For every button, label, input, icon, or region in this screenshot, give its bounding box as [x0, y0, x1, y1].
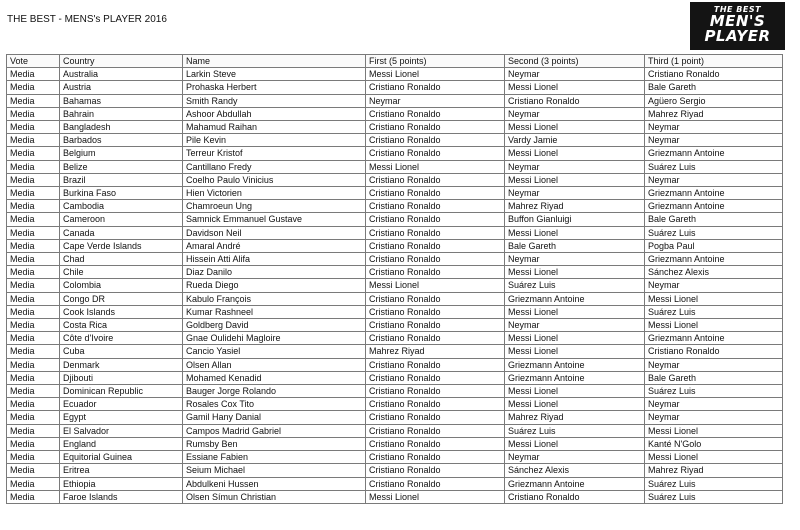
- table-header-row: [7, 55, 783, 68]
- cell-first: Cristiano Ronaldo: [366, 226, 505, 239]
- cell-first: Cristiano Ronaldo: [366, 332, 505, 345]
- cell-country: Belize: [60, 160, 183, 173]
- cell-vote: Media: [7, 239, 60, 252]
- cell-country: Cameroon: [60, 213, 183, 226]
- cell-country: Ecuador: [60, 398, 183, 411]
- cell-third: Neymar: [645, 358, 783, 371]
- cell-third: Mahrez Riyad: [645, 107, 783, 120]
- cell-vote: Media: [7, 121, 60, 134]
- table-body: [7, 68, 783, 504]
- cell-first: Cristiano Ronaldo: [366, 239, 505, 252]
- cell-vote: Media: [7, 187, 60, 200]
- cell-name: Gamil Hany Danial: [183, 411, 366, 424]
- table-row: [7, 134, 783, 147]
- cell-country: Congo DR: [60, 292, 183, 305]
- cell-third: Griezmann Antoine: [645, 187, 783, 200]
- cell-vote: Media: [7, 319, 60, 332]
- table-row: [7, 292, 783, 305]
- cell-third: Griezmann Antoine: [645, 200, 783, 213]
- cell-second: Buffon Gianluigi: [505, 213, 645, 226]
- cell-second: Messi Lionel: [505, 345, 645, 358]
- cell-first: Messi Lionel: [366, 68, 505, 81]
- cell-third: Suárez Luis: [645, 226, 783, 239]
- table-row: [7, 411, 783, 424]
- cell-vote: Media: [7, 266, 60, 279]
- table-row: [7, 107, 783, 120]
- header-country: Country: [60, 55, 183, 68]
- cell-first: Cristiano Ronaldo: [366, 411, 505, 424]
- cell-first: Cristiano Ronaldo: [366, 107, 505, 120]
- cell-third: Griezmann Antoine: [645, 253, 783, 266]
- cell-vote: Media: [7, 226, 60, 239]
- cell-second: Messi Lionel: [505, 121, 645, 134]
- cell-name: Cantillano Fredy: [183, 160, 366, 173]
- cell-first: Cristiano Ronaldo: [366, 200, 505, 213]
- cell-third: Agüero Sergio: [645, 94, 783, 107]
- cell-name: Rosales Cox Tito: [183, 398, 366, 411]
- cell-vote: Media: [7, 173, 60, 186]
- table-row: [7, 279, 783, 292]
- cell-vote: Media: [7, 292, 60, 305]
- cell-country: Ethiopia: [60, 477, 183, 490]
- logo-line-2: MEN'S: [709, 12, 766, 30]
- cell-vote: Media: [7, 437, 60, 450]
- table-row: [7, 253, 783, 266]
- cell-first: Cristiano Ronaldo: [366, 385, 505, 398]
- cell-third: Bale Gareth: [645, 81, 783, 94]
- cell-country: Eritrea: [60, 464, 183, 477]
- cell-country: Cuba: [60, 345, 183, 358]
- cell-vote: Media: [7, 107, 60, 120]
- cell-third: Griezmann Antoine: [645, 332, 783, 345]
- table-row: [7, 160, 783, 173]
- table-row: [7, 358, 783, 371]
- cell-first: Cristiano Ronaldo: [366, 134, 505, 147]
- cell-name: Hissein Atti Alifa: [183, 253, 366, 266]
- cell-first: Cristiano Ronaldo: [366, 266, 505, 279]
- table-row: [7, 239, 783, 252]
- cell-third: Neymar: [645, 279, 783, 292]
- cell-second: Bale Gareth: [505, 239, 645, 252]
- cell-third: Suárez Luis: [645, 305, 783, 318]
- table-row: [7, 490, 783, 503]
- cell-vote: Media: [7, 464, 60, 477]
- cell-country: Belgium: [60, 147, 183, 160]
- cell-second: Messi Lionel: [505, 266, 645, 279]
- cell-second: Messi Lionel: [505, 385, 645, 398]
- cell-vote: Media: [7, 477, 60, 490]
- cell-second: Suárez Luis: [505, 424, 645, 437]
- cell-second: Cristiano Ronaldo: [505, 94, 645, 107]
- cell-name: Amaral André: [183, 239, 366, 252]
- table-row: [7, 121, 783, 134]
- cell-third: Messi Lionel: [645, 292, 783, 305]
- cell-second: Neymar: [505, 187, 645, 200]
- cell-first: Neymar: [366, 94, 505, 107]
- cell-country: Austria: [60, 81, 183, 94]
- cell-vote: Media: [7, 213, 60, 226]
- cell-second: Griezmann Antoine: [505, 292, 645, 305]
- cell-country: Burkina Faso: [60, 187, 183, 200]
- cell-first: Cristiano Ronaldo: [366, 437, 505, 450]
- cell-vote: Media: [7, 134, 60, 147]
- cell-country: Egypt: [60, 411, 183, 424]
- cell-second: Messi Lionel: [505, 226, 645, 239]
- cell-name: Bauger Jorge Rolando: [183, 385, 366, 398]
- cell-name: Kabulo François: [183, 292, 366, 305]
- cell-country: Faroe Islands: [60, 490, 183, 503]
- cell-first: Cristiano Ronaldo: [366, 319, 505, 332]
- cell-third: Messi Lionel: [645, 424, 783, 437]
- table-row: [7, 385, 783, 398]
- cell-country: Costa Rica: [60, 319, 183, 332]
- cell-second: Messi Lionel: [505, 81, 645, 94]
- logo-line-1: THE BEST: [713, 5, 762, 14]
- cell-name: Chamroeun Ung: [183, 200, 366, 213]
- cell-country: Chad: [60, 253, 183, 266]
- cell-country: Djibouti: [60, 371, 183, 384]
- cell-vote: Media: [7, 385, 60, 398]
- cell-second: Neymar: [505, 451, 645, 464]
- cell-first: Messi Lionel: [366, 160, 505, 173]
- cell-name: Cancio Yasiel: [183, 345, 366, 358]
- cell-name: Gnae Oulidehi Magloire: [183, 332, 366, 345]
- table-row: [7, 226, 783, 239]
- cell-first: Mahrez Riyad: [366, 345, 505, 358]
- cell-third: Suárez Luis: [645, 490, 783, 503]
- cell-name: Samnick Emmanuel Gustave: [183, 213, 366, 226]
- table-row: [7, 94, 783, 107]
- cell-vote: Media: [7, 279, 60, 292]
- table-row: [7, 81, 783, 94]
- cell-second: Neymar: [505, 319, 645, 332]
- table-row: [7, 424, 783, 437]
- cell-vote: Media: [7, 371, 60, 384]
- cell-third: Neymar: [645, 398, 783, 411]
- cell-name: Rueda Diego: [183, 279, 366, 292]
- cell-country: El Salvador: [60, 424, 183, 437]
- table-row: [7, 451, 783, 464]
- cell-second: Messi Lionel: [505, 173, 645, 186]
- cell-vote: Media: [7, 305, 60, 318]
- cell-third: Suárez Luis: [645, 385, 783, 398]
- cell-second: Sánchez Alexis: [505, 464, 645, 477]
- logo-line-3: PLAYER: [704, 27, 771, 45]
- cell-country: Brazil: [60, 173, 183, 186]
- table-row: [7, 266, 783, 279]
- cell-third: Pogba Paul: [645, 239, 783, 252]
- cell-name: Davidson Neil: [183, 226, 366, 239]
- page-title: THE BEST - MENS's PLAYER 2016: [7, 14, 167, 25]
- cell-country: Barbados: [60, 134, 183, 147]
- cell-second: Vardy Jamie: [505, 134, 645, 147]
- votes-table: [6, 54, 783, 504]
- cell-third: Mahrez Riyad: [645, 464, 783, 477]
- cell-country: Denmark: [60, 358, 183, 371]
- cell-first: Cristiano Ronaldo: [366, 358, 505, 371]
- cell-vote: Media: [7, 451, 60, 464]
- cell-name: Seium Michael: [183, 464, 366, 477]
- cell-first: Cristiano Ronaldo: [366, 292, 505, 305]
- cell-third: Messi Lionel: [645, 319, 783, 332]
- cell-first: Cristiano Ronaldo: [366, 477, 505, 490]
- cell-first: Cristiano Ronaldo: [366, 121, 505, 134]
- cell-vote: Media: [7, 200, 60, 213]
- table-row: [7, 319, 783, 332]
- cell-first: Cristiano Ronaldo: [366, 424, 505, 437]
- cell-second: Suárez Luis: [505, 279, 645, 292]
- cell-vote: Media: [7, 345, 60, 358]
- table-row: [7, 200, 783, 213]
- cell-vote: Media: [7, 68, 60, 81]
- cell-name: Mahamud Raihan: [183, 121, 366, 134]
- header-name: Name: [183, 55, 366, 68]
- table-row: [7, 371, 783, 384]
- cell-first: Cristiano Ronaldo: [366, 464, 505, 477]
- cell-country: England: [60, 437, 183, 450]
- cell-first: Cristiano Ronaldo: [366, 81, 505, 94]
- the-best-logo: [690, 2, 785, 50]
- cell-vote: Media: [7, 424, 60, 437]
- cell-second: Mahrez Riyad: [505, 411, 645, 424]
- cell-second: Messi Lionel: [505, 147, 645, 160]
- cell-name: Essiane Fabien: [183, 451, 366, 464]
- cell-third: Neymar: [645, 173, 783, 186]
- cell-country: Côte d'Ivoire: [60, 332, 183, 345]
- cell-name: Terreur Kristof: [183, 147, 366, 160]
- cell-third: Sánchez Alexis: [645, 266, 783, 279]
- cell-first: Cristiano Ronaldo: [366, 253, 505, 266]
- cell-second: Mahrez Riyad: [505, 200, 645, 213]
- cell-name: Goldberg David: [183, 319, 366, 332]
- table-row: [7, 305, 783, 318]
- cell-second: Neymar: [505, 68, 645, 81]
- cell-first: Messi Lionel: [366, 279, 505, 292]
- cell-second: Griezmann Antoine: [505, 371, 645, 384]
- cell-first: Cristiano Ronaldo: [366, 187, 505, 200]
- cell-first: Cristiano Ronaldo: [366, 305, 505, 318]
- cell-first: Cristiano Ronaldo: [366, 451, 505, 464]
- table-row: [7, 213, 783, 226]
- cell-country: Dominican Republic: [60, 385, 183, 398]
- cell-third: Griezmann Antoine: [645, 147, 783, 160]
- cell-third: Suárez Luis: [645, 160, 783, 173]
- table-row: [7, 345, 783, 358]
- table-row: [7, 437, 783, 450]
- cell-vote: Media: [7, 253, 60, 266]
- cell-name: Mohamed Kenadid: [183, 371, 366, 384]
- cell-name: Prohaska Herbert: [183, 81, 366, 94]
- cell-country: Cape Verde Islands: [60, 239, 183, 252]
- cell-third: Neymar: [645, 411, 783, 424]
- cell-country: Bahamas: [60, 94, 183, 107]
- cell-first: Cristiano Ronaldo: [366, 173, 505, 186]
- cell-country: Bangladesh: [60, 121, 183, 134]
- table-row: [7, 398, 783, 411]
- table-row: [7, 68, 783, 81]
- cell-first: Cristiano Ronaldo: [366, 213, 505, 226]
- cell-vote: Media: [7, 94, 60, 107]
- cell-second: Neymar: [505, 160, 645, 173]
- header-second: Second (3 points): [505, 55, 645, 68]
- cell-second: Messi Lionel: [505, 332, 645, 345]
- cell-name: Olsen Allan: [183, 358, 366, 371]
- cell-vote: Media: [7, 398, 60, 411]
- cell-country: Equitorial Guinea: [60, 451, 183, 464]
- cell-third: Bale Gareth: [645, 213, 783, 226]
- cell-first: Messi Lionel: [366, 490, 505, 503]
- cell-country: Colombia: [60, 279, 183, 292]
- cell-vote: Media: [7, 490, 60, 503]
- cell-name: Larkin Steve: [183, 68, 366, 81]
- cell-name: Olsen Símun Christian: [183, 490, 366, 503]
- cell-name: Campos Madrid Gabriel: [183, 424, 366, 437]
- cell-name: Diaz Danilo: [183, 266, 366, 279]
- cell-country: Bahrain: [60, 107, 183, 120]
- cell-third: Bale Gareth: [645, 371, 783, 384]
- table-row: [7, 147, 783, 160]
- cell-name: Rumsby Ben: [183, 437, 366, 450]
- table-row: [7, 477, 783, 490]
- cell-name: Abdulkeni Hussen: [183, 477, 366, 490]
- cell-third: Neymar: [645, 121, 783, 134]
- cell-name: Coelho Paulo Vinicius: [183, 173, 366, 186]
- cell-name: Ashoor Abdullah: [183, 107, 366, 120]
- table-row: [7, 464, 783, 477]
- cell-country: Cambodia: [60, 200, 183, 213]
- cell-second: Neymar: [505, 107, 645, 120]
- table-row: [7, 173, 783, 186]
- cell-vote: Media: [7, 358, 60, 371]
- cell-name: Smith Randy: [183, 94, 366, 107]
- header-third: Third (1 point): [645, 55, 783, 68]
- cell-second: Griezmann Antoine: [505, 358, 645, 371]
- cell-vote: Media: [7, 160, 60, 173]
- cell-third: Suárez Luis: [645, 477, 783, 490]
- cell-vote: Media: [7, 411, 60, 424]
- cell-third: Cristiano Ronaldo: [645, 68, 783, 81]
- cell-name: Kumar Rashneel: [183, 305, 366, 318]
- cell-third: Messi Lionel: [645, 451, 783, 464]
- cell-second: Neymar: [505, 253, 645, 266]
- cell-name: Hien Victorien: [183, 187, 366, 200]
- cell-first: Cristiano Ronaldo: [366, 147, 505, 160]
- cell-third: Cristiano Ronaldo: [645, 345, 783, 358]
- cell-country: Australia: [60, 68, 183, 81]
- cell-country: Canada: [60, 226, 183, 239]
- cell-vote: Media: [7, 81, 60, 94]
- cell-first: Cristiano Ronaldo: [366, 371, 505, 384]
- cell-second: Messi Lionel: [505, 398, 645, 411]
- header-first: First (5 points): [366, 55, 505, 68]
- cell-vote: Media: [7, 332, 60, 345]
- table-row: [7, 332, 783, 345]
- cell-second: Messi Lionel: [505, 305, 645, 318]
- cell-country: Chile: [60, 266, 183, 279]
- cell-name: Pile Kevin: [183, 134, 366, 147]
- cell-second: Griezmann Antoine: [505, 477, 645, 490]
- cell-third: Neymar: [645, 134, 783, 147]
- cell-second: Messi Lionel: [505, 437, 645, 450]
- table-row: [7, 187, 783, 200]
- header-vote: Vote: [7, 55, 60, 68]
- cell-vote: Media: [7, 147, 60, 160]
- cell-third: Kanté N'Golo: [645, 437, 783, 450]
- cell-second: Cristiano Ronaldo: [505, 490, 645, 503]
- cell-first: Cristiano Ronaldo: [366, 398, 505, 411]
- cell-country: Cook Islands: [60, 305, 183, 318]
